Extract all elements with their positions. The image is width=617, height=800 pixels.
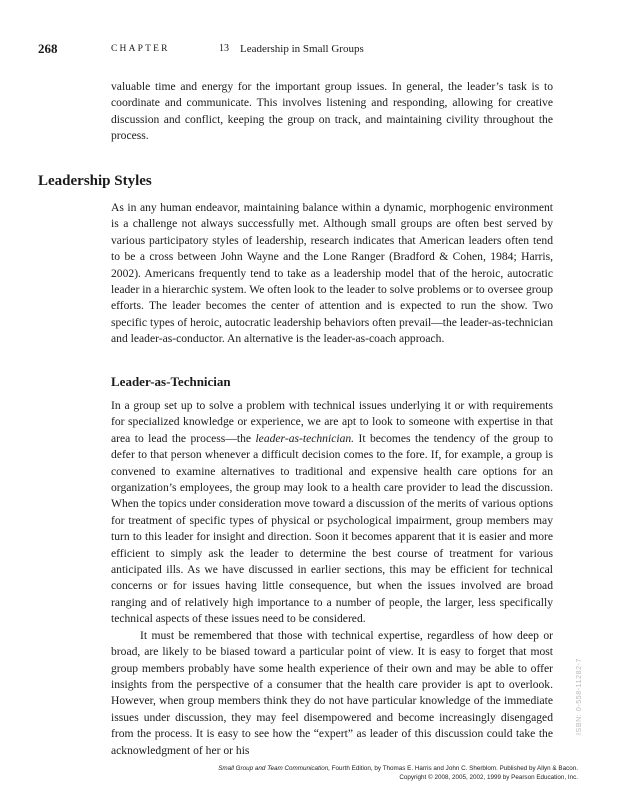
paragraph-text: In a group set up to solve a problem with technical issues underlying it or with requirements for specialized knowledge or experience, we are apt to look to someone with expertise in that area to lead the process—the	[111, 399, 553, 445]
subsection-heading: Leader-as-Technician	[111, 374, 231, 389]
isbn-watermark: ISBN: 0-558-11282-7	[576, 657, 583, 735]
copyright-footer	[218, 765, 578, 782]
chapter-number: 13	[219, 43, 229, 54]
subsection-paragraph-1	[111, 398, 553, 628]
footer-book-title: Small Group and Team Communication,	[218, 765, 330, 772]
subsection-paragraph-2: It must be remembered that those with technical expertise, regardless of how deep or broad, are likely to be biased toward a particular point of view. It is easy to forget that most group members probably have some health experience of their own and may be able to offer insights from the perspective of a consumer that the health care provider is apt to overlook. However, when group members think they do not have particular knowledge of the immediate issues under discussion, they may feel disempowered and become increasingly disengaged from the process. It is easy to see how the “expert” as leader of this discussion could take the acknowledgment of her or his	[111, 628, 553, 757]
section-paragraph: As in any human endeavor, maintaining balance within a dynamic, morphogenic environment is a challenge not always successfully met. Although small groups are often best served by various participatory styles of leadership, research indicates that American leaders often tend to be a cross between John Wayne and the Lone Ranger (Bradford & Cohen, 1984; Harris, 2002). Americans frequently tend to take as a leadership model that of the heroic, autocratic leader in a hierarchic system. We often look to the leader to solve problems or to oversee group efforts. The leader becomes the center of attention and is expected to run the show. Two specific types of heroic, autocratic leadership behaviors often prevail—the leader-as-technician and leader-as-conductor. An alternative is the leader-as-coach approach.	[111, 201, 553, 346]
footer-line-1	[218, 765, 578, 774]
running-header	[38, 41, 598, 57]
chapter-label: CHAPTER	[111, 44, 170, 54]
chapter-title: Leadership in Small Groups	[240, 43, 364, 55]
section-heading: Leadership Styles	[38, 173, 152, 189]
page-number: 268	[38, 41, 58, 56]
paragraph-text: It becomes the tendency of the group to defer to that person whenever a difficult decision comes to the fore. If, for example, a group is convened to examine alternatives to traditional and expensive health care options for an organization’s employees, the group may look to a health care provider to lead the discussion. When the topics under consideration move toward a discussion of the merits of various options for treatment of specific types of physical or psychological impairment, group members may turn to this leader for insight and direction. Soon it becomes apparent that it is easier and more efficient to simply ask the leader to determine the best course of treatment for various anticipated ills. As we have discussed in earlier sections, this may be efficient for technical concerns or for issues having little consequence, but when the issues involved are broad ranging and of relatively high importance to a number of people, the larger, less specifically technical aspects of these issues need to be considered.	[111, 431, 554, 626]
emphasized-term: leader-as-technician.	[255, 431, 355, 445]
section-body	[111, 200, 553, 348]
footer-copyright: Copyright © 2008, 2005, 2002, 1999 by Pearson Education, Inc.	[399, 773, 578, 781]
subsection-body	[111, 398, 553, 759]
footer-edition-text: Fourth Edition, by Thomas E. Harris and John C. Sherblom. Published by Allyn & Bacon.	[329, 765, 578, 772]
intro-paragraph: valuable time and energy for the important group issues. In general, the leader’s task is to coordinate and communicate. This involves listening and responding, allowing for creative discussion and conflict, keeping the group on track, and maintaining civility throughout the process.	[111, 80, 553, 143]
intro-block	[111, 79, 553, 145]
